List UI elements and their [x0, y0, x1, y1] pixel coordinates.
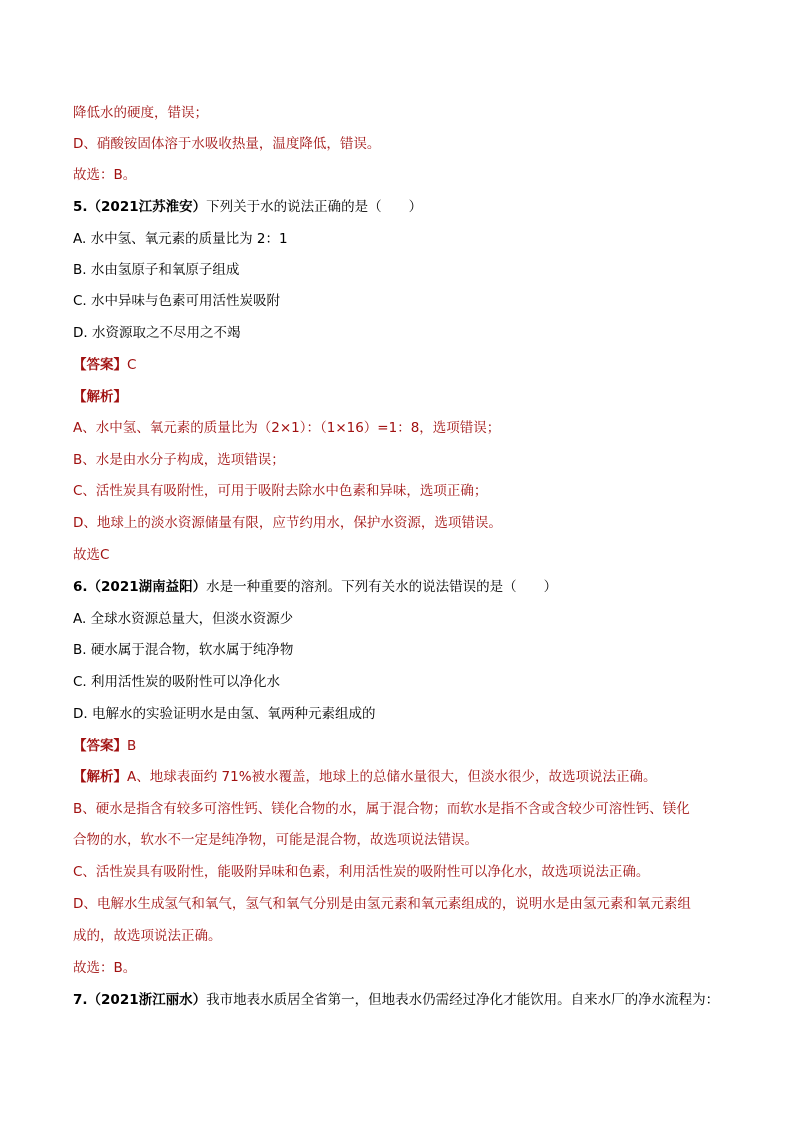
- answer-label: 【答案】: [73, 738, 127, 754]
- question-5-stem: [73, 197, 733, 217]
- choice-line: 故选C: [73, 547, 110, 563]
- option-a: A. 全球水资源总量大，但淡水资源少: [73, 611, 294, 627]
- option-b: B. 水由氢原子和氧原子组成: [73, 262, 240, 278]
- choice-line: 故选：B。: [73, 960, 137, 976]
- option-c: C. 水中异味与色素可用活性炭吸附: [73, 293, 281, 309]
- analysis-line: D、地球上的淡水资源储量有限，应节约用水，保护水资源，选项错误。: [73, 515, 502, 531]
- analysis-line: [73, 767, 733, 787]
- analysis-line: 成的，故选项说法正确。: [73, 928, 222, 944]
- answer-value: C: [127, 357, 137, 373]
- question-7-stem: [73, 990, 733, 1010]
- analysis-line: B、水是由水分子构成，选项错误；: [73, 452, 285, 468]
- option-a: A. 水中氢、氧元素的质量比为 2：1: [73, 231, 288, 247]
- analysis-label: 【解析】: [73, 389, 127, 405]
- text-line: 故选：B。: [73, 167, 137, 183]
- answer-label: 【答案】: [73, 357, 127, 373]
- question-number: 7.: [73, 992, 88, 1008]
- question-number: 6.: [73, 579, 88, 595]
- text-line: 降低水的硬度，错误；: [73, 105, 208, 121]
- analysis-line: A、水中氢、氧元素的质量比为（2×1）：（1×16）=1：8，选项错误；: [73, 420, 501, 436]
- analysis-line: C、活性炭具有吸附性，能吸附异味和色素，利用活性炭的吸附性可以净化水，故选项说法正确。: [73, 864, 650, 880]
- question-number: 5.: [73, 199, 88, 215]
- option-d: D. 水资源取之不尽用之不竭: [73, 325, 241, 341]
- question-source: （2021湖南益阳）: [87, 579, 207, 595]
- option-d: D. 电解水的实验证明水是由氢、氧两种元素组成的: [73, 706, 376, 722]
- analysis-line: 合物的水，软水不一定是纯净物，可能是混合物，故选项说法错误。: [73, 832, 478, 848]
- analysis-line: B、硬水是指含有较多可溶性钙、镁化合物的水，属于混合物；而软水是指不含或含较少可溶性钙、镁化: [73, 801, 690, 817]
- analysis-text: A、地球表面约 71%被水覆盖，地球上的总储水量很大，但淡水很少，故选项说法正确。: [127, 769, 657, 785]
- question-text: 下列关于水的说法正确的是（ ）: [206, 199, 423, 215]
- answer-line: [73, 355, 733, 375]
- option-b: B. 硬水属于混合物，软水属于纯净物: [73, 642, 294, 658]
- question-text: 我市地表水质居全省第一，但地表水仍需经过净化才能饮用。自来水厂的净水流程为：: [206, 992, 720, 1008]
- question-source: （2021江苏淮安）: [87, 199, 207, 215]
- analysis-line: C、活性炭具有吸附性，可用于吸附去除水中色素和异味，选项正确；: [73, 483, 488, 499]
- question-source: （2021浙江丽水）: [87, 992, 207, 1008]
- analysis-label: 【解析】: [73, 769, 127, 785]
- answer-value: B: [127, 738, 137, 754]
- question-text: 水是一种重要的溶剂。下列有关水的说法错误的是（ ）: [206, 579, 558, 595]
- text-line: D、硝酸铵固体溶于水吸收热量，温度降低，错误。: [73, 136, 381, 152]
- option-c: C. 利用活性炭的吸附性可以净化水: [73, 674, 281, 690]
- question-6-stem: [73, 577, 733, 597]
- answer-line: [73, 736, 733, 756]
- analysis-line: D、电解水生成氢气和氧气，氢气和氧气分别是由氢元素和氧元素组成的，说明水是由氢元素和氧元素组: [73, 896, 691, 912]
